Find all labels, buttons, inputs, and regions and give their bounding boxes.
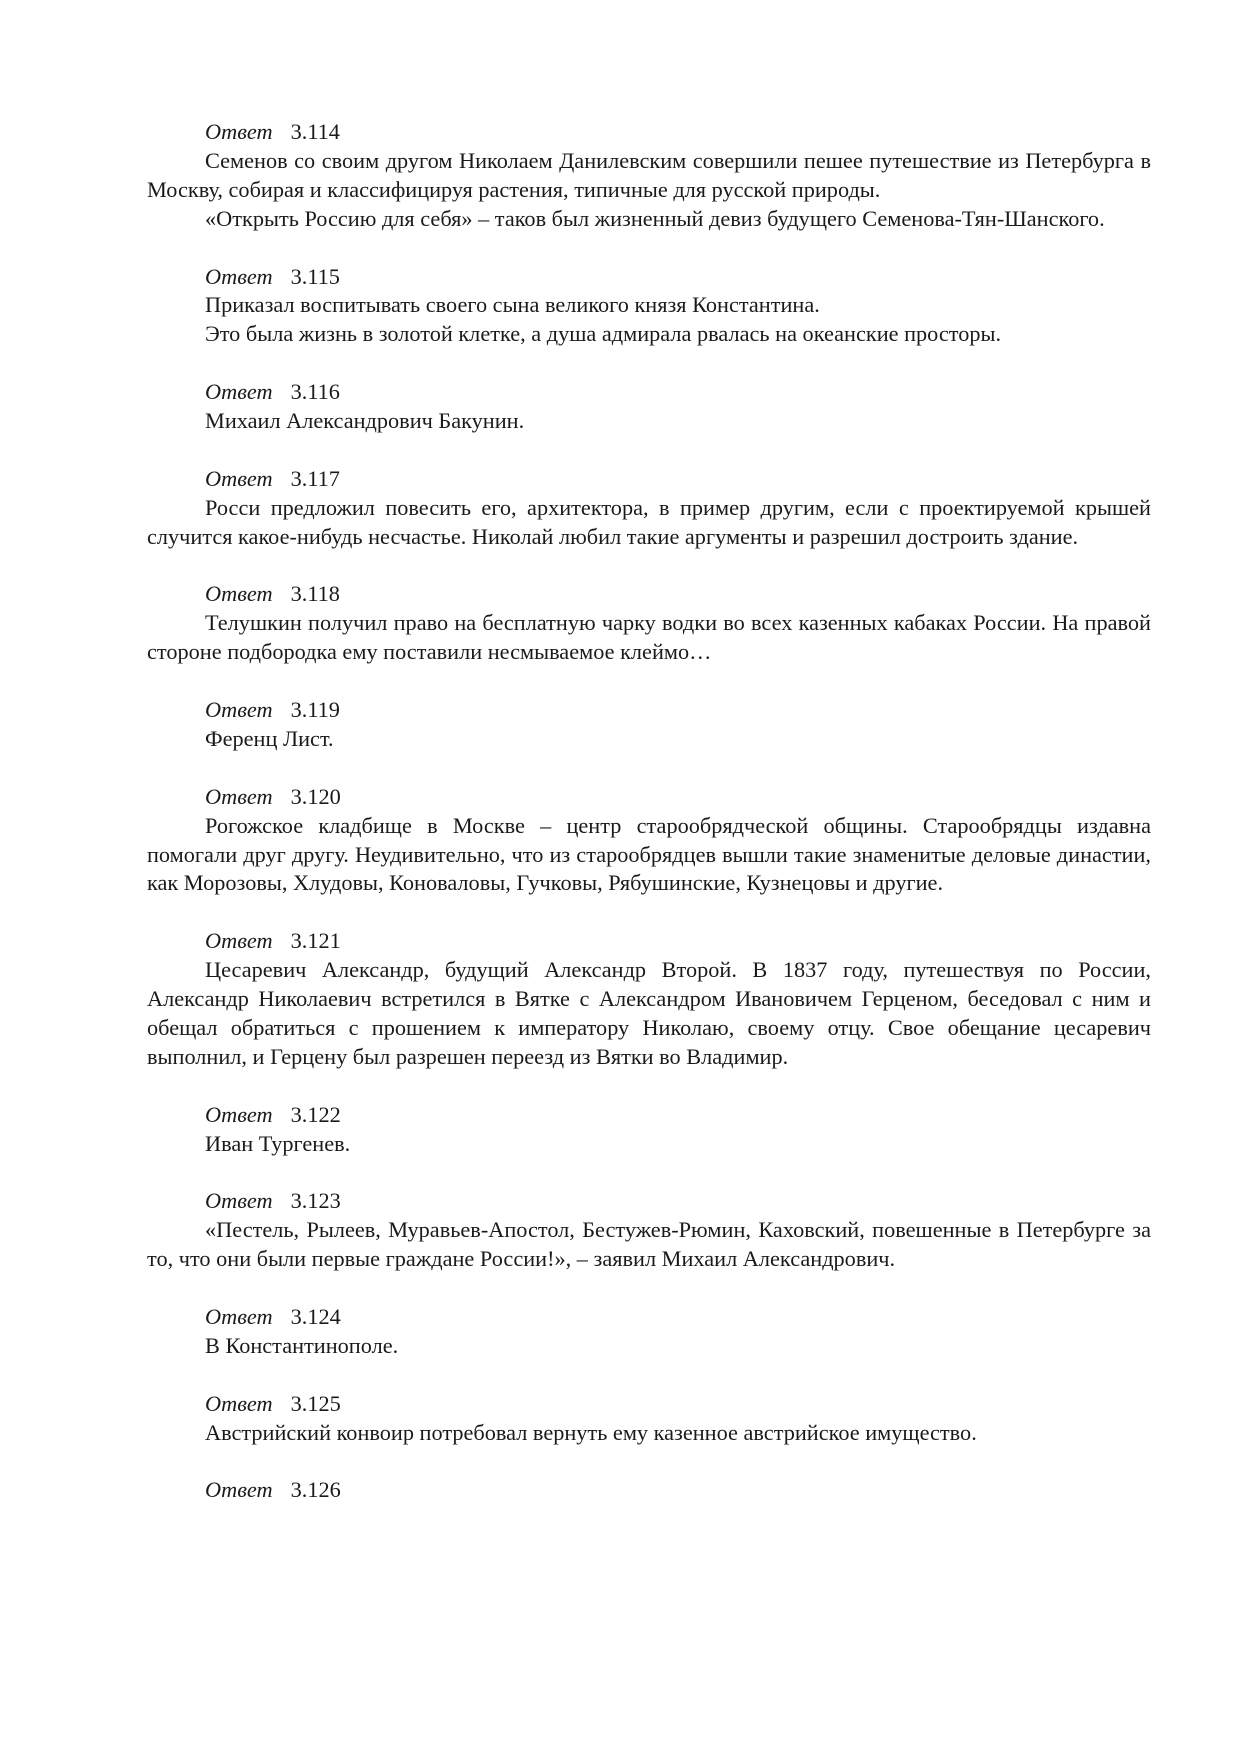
answer-number: 3.122	[290, 1101, 341, 1127]
answer-heading	[147, 1303, 1151, 1332]
document-page	[147, 118, 1151, 1534]
answer-3-120	[147, 783, 1151, 899]
answer-3-117	[147, 465, 1151, 552]
answer-heading	[147, 783, 1151, 812]
answer-3-122	[147, 1101, 1151, 1159]
answer-label: Ответ	[205, 697, 273, 723]
answer-label: Ответ	[205, 263, 273, 289]
answer-3-125	[147, 1390, 1151, 1448]
answer-label: Ответ	[205, 379, 273, 405]
answer-number: 3.125	[290, 1390, 341, 1416]
answer-paragraph: Рогожское кладбище в Москве – центр старообрядческой общины. Старообрядцы издавна помогали друг другу. Неудивительно, что из старообрядцев вышли такие знаменитые деловые династии, как Морозовы, Хлудовы, Коноваловы, Гучковы, Рябушинские, Кузнецовы и другие.	[147, 812, 1151, 896]
answer-label: Ответ	[205, 119, 273, 144]
answer-paragraph: Цесаревич Александр, будущий Александр Второй. В 1837 году, путешествуя по России, Александр Николаевич встретился в Вятке с Александром Ивановичем Герценом, беседовал с ним и обещал обратиться с прошением к императору Николаю, своему отцу. Свое обещание цесаревич выполнил, и Герцену был разрешен переезд из Вятки во Владимир.	[147, 957, 1151, 1069]
answer-number: 3.124	[290, 1304, 341, 1329]
answer-label: Ответ	[205, 1477, 273, 1503]
answer-3-119	[147, 696, 1151, 754]
answer-number: 3.121	[290, 928, 341, 954]
answer-heading	[147, 263, 1151, 292]
answer-number: 3.114	[290, 119, 340, 144]
answer-3-121	[147, 927, 1151, 1072]
answer-3-115	[147, 263, 1151, 350]
answer-heading	[147, 1476, 1151, 1505]
answer-number: 3.116	[290, 379, 340, 405]
answer-paragraph: Приказал воспитывать своего сына великого князя Константина.	[205, 292, 820, 318]
answer-number: 3.123	[290, 1188, 341, 1214]
answer-3-123	[147, 1187, 1151, 1274]
answer-label: Ответ	[205, 581, 273, 607]
answer-label: Ответ	[205, 1304, 273, 1329]
answer-3-114	[147, 118, 1151, 234]
answer-number: 3.126	[290, 1477, 341, 1503]
answer-label: Ответ	[205, 1390, 273, 1416]
answer-paragraph: Это была жизнь в золотой клетке, а душа адмирала рвалась на океанские просторы.	[205, 321, 1002, 347]
answer-3-118	[147, 580, 1151, 667]
answer-paragraph: Росси предложил повесить его, архитектора, в пример другим, если с проектируемой крышей случится какое-нибудь несчастье. Николай любил такие аргументы и разрешил достроить здание.	[147, 494, 1151, 549]
answer-paragraph: Иван Тургенев.	[205, 1130, 351, 1156]
answer-paragraph: «Открыть Россию для себя» – таков был жизненный девиз будущего Семенова-Тян-Шанского.	[205, 205, 1105, 231]
answer-label: Ответ	[205, 1188, 273, 1214]
answer-paragraph: Семенов со своим другом Николаем Данилевским совершили пешее путешествие из Петербурга в Москву, собирая и классифицируя растения, типичные для русской природы.	[147, 147, 1151, 202]
answer-label: Ответ	[205, 465, 273, 491]
answer-label: Ответ	[205, 928, 273, 954]
answer-paragraph: Михаил Александрович Бакунин.	[205, 408, 525, 434]
answer-label: Ответ	[205, 1101, 273, 1127]
answer-number: 3.119	[290, 697, 340, 723]
answer-heading	[147, 118, 1151, 147]
answer-heading	[147, 1101, 1151, 1130]
answer-heading	[147, 1187, 1151, 1216]
answer-heading	[147, 580, 1151, 609]
answer-paragraph: В Константинополе.	[205, 1332, 399, 1358]
answer-paragraph: Телушкин получил право на бесплатную чарку водки во всех казенных кабаках России. На правой стороне подбородка ему поставили несмываемое клеймо…	[147, 610, 1151, 665]
answer-number: 3.120	[290, 783, 341, 809]
answer-heading	[147, 927, 1151, 956]
answer-3-116	[147, 378, 1151, 436]
answer-heading	[147, 465, 1151, 494]
answer-number: 3.115	[290, 263, 340, 289]
answer-number: 3.117	[290, 465, 340, 491]
answer-heading	[147, 696, 1151, 725]
answer-heading	[147, 378, 1151, 407]
answer-paragraph: Австрийский конвоир потребовал вернуть ему казенное австрийское имущество.	[205, 1419, 977, 1445]
answer-paragraph: «Пестель, Рылеев, Муравьев-Апостол, Бестужев-Рюмин, Каховский, повешенные в Петербурге за то, что они были первые граждане России!», – заявил Михаил Александрович.	[147, 1217, 1151, 1272]
answer-3-126	[147, 1476, 1151, 1505]
answer-heading	[147, 1390, 1151, 1419]
answer-3-124	[147, 1303, 1151, 1361]
answer-label: Ответ	[205, 783, 273, 809]
answer-number: 3.118	[290, 581, 340, 607]
answer-paragraph: Ференц Лист.	[205, 725, 334, 751]
